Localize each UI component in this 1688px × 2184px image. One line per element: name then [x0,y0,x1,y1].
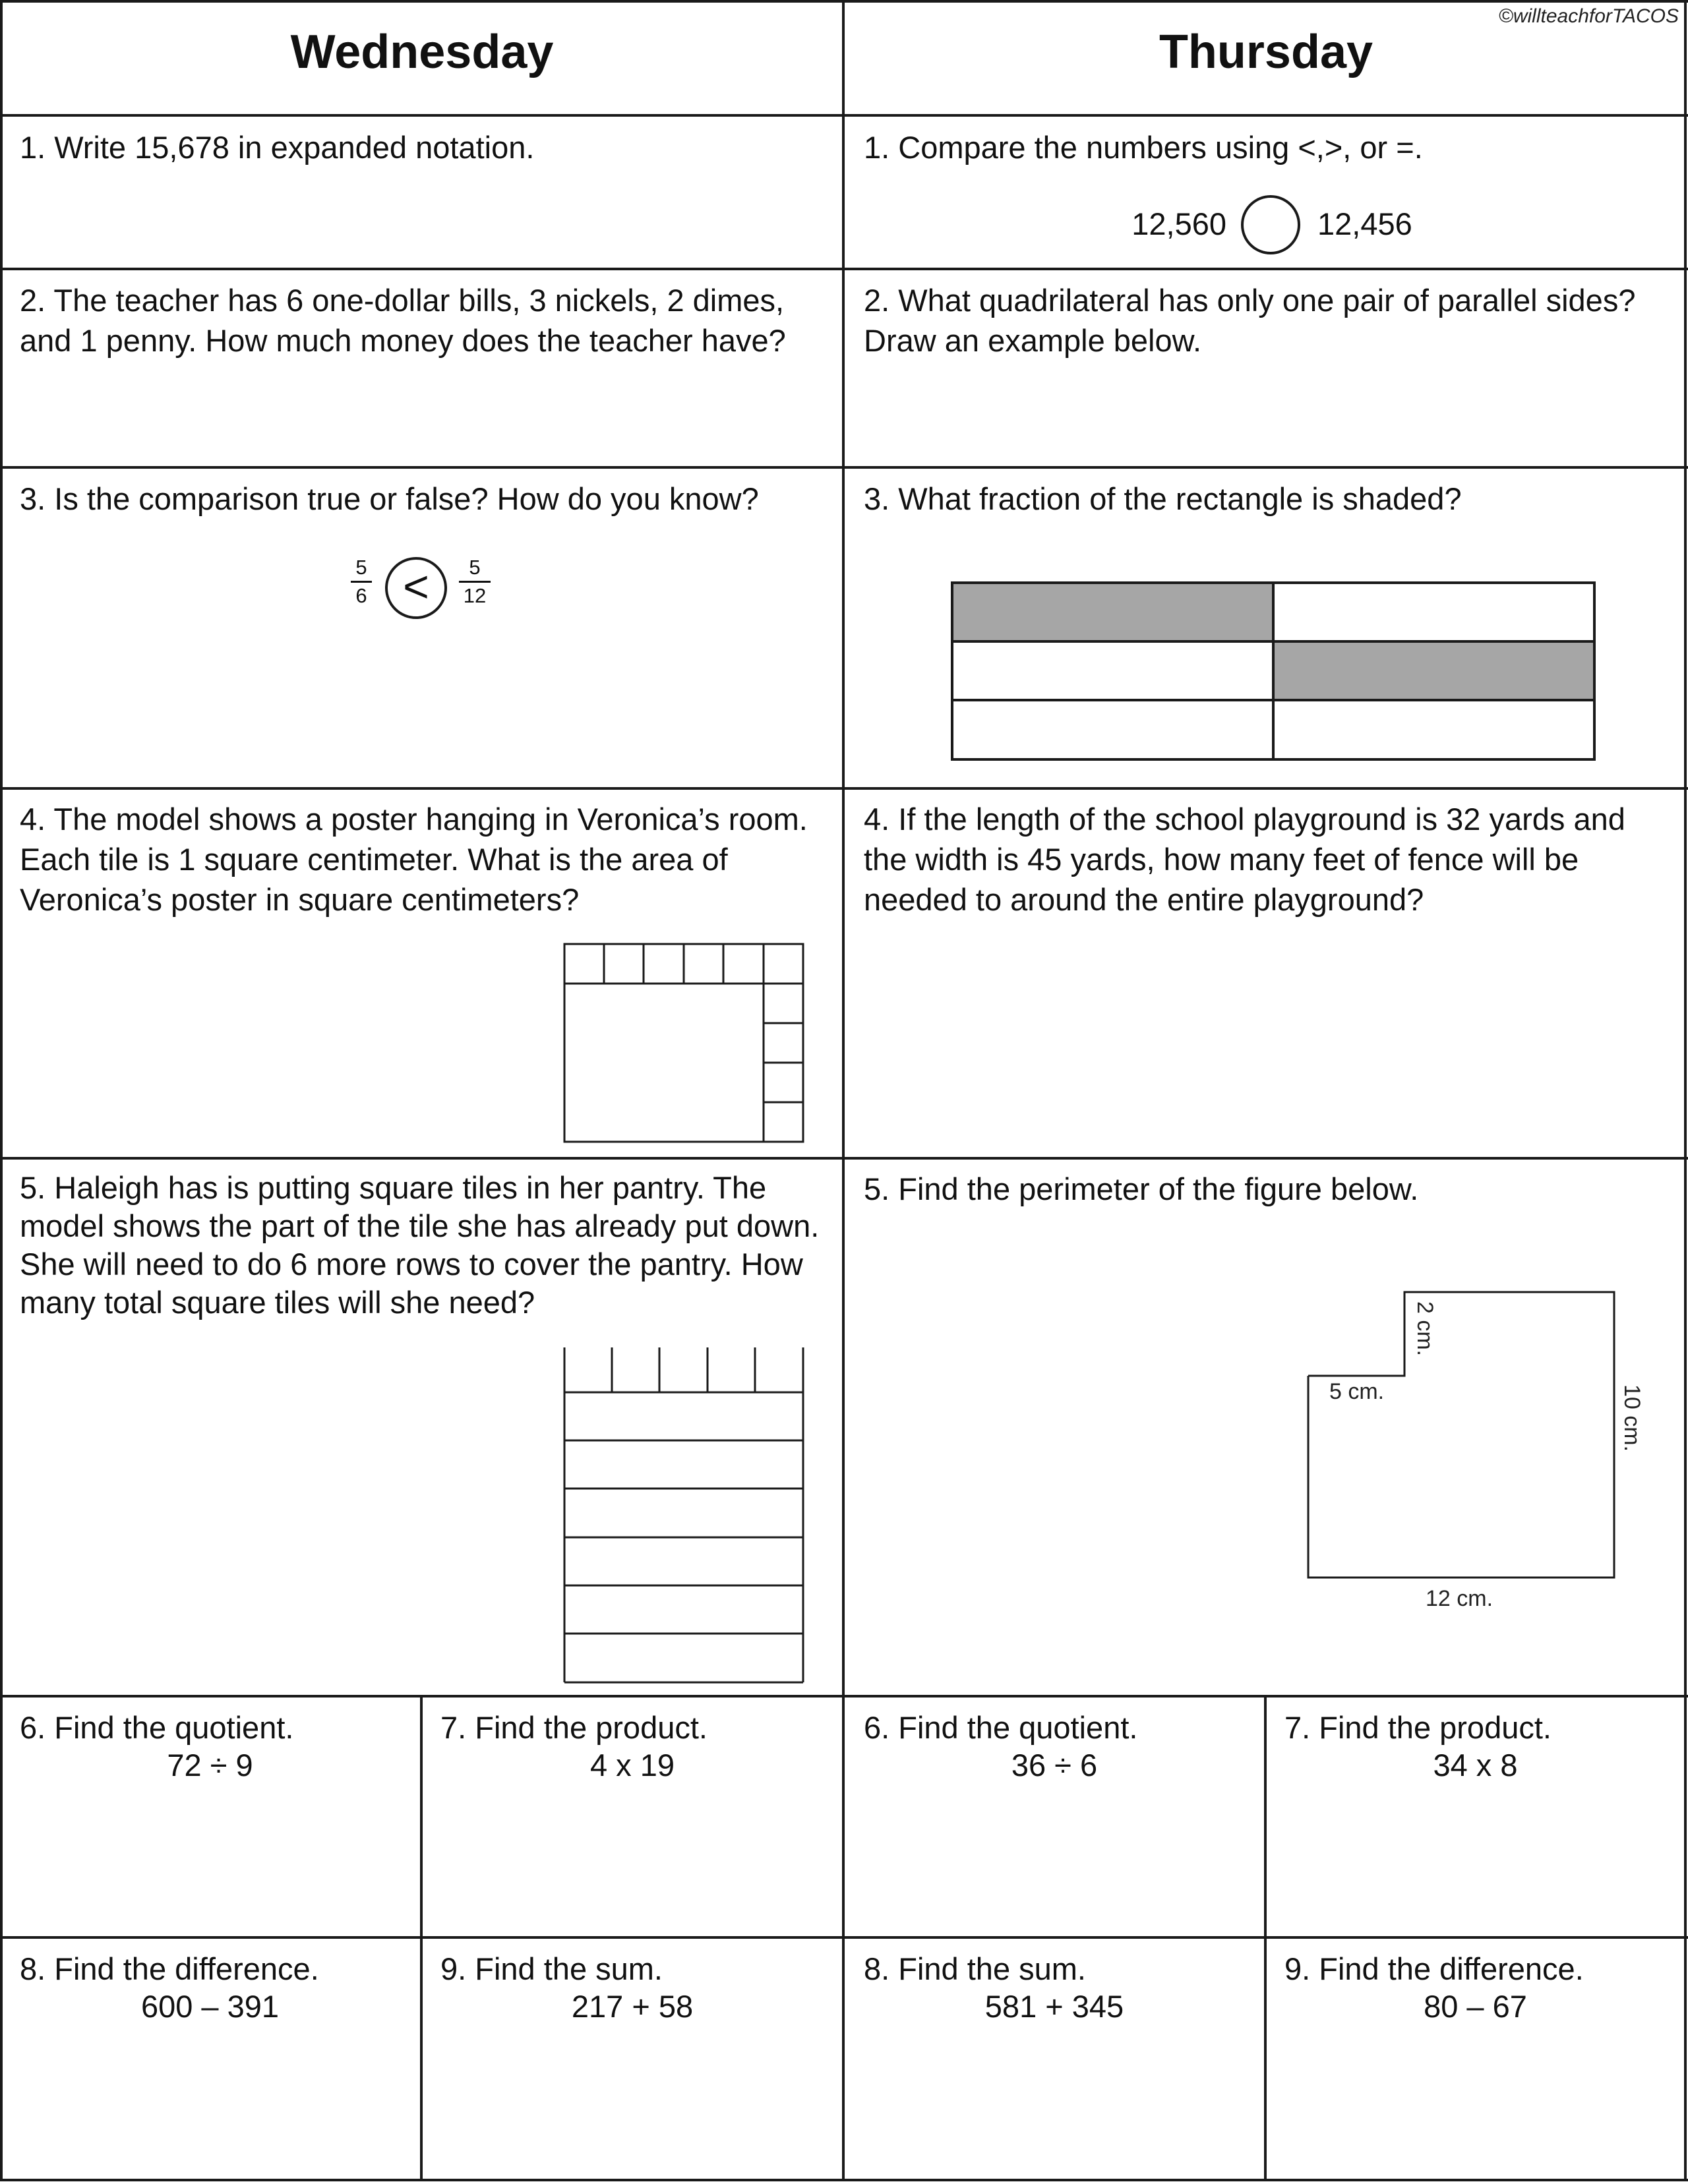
wed-question-3: 3. Is the comparison true or false? How do you know? [20,481,759,516]
thu-question-4: 4. If the length of the school playground is 32 yards and the width is 45 yards, how many feet of fence will be needed to around the entire playground? [864,802,1625,917]
copyright-mark: ©willteachforTACOS [1498,5,1679,27]
numerator: 5 [469,556,481,579]
wed-q8-expression: 600 – 391 [140,1989,280,2024]
thu-question-6: 6. Find the quotient. [864,1710,1138,1745]
wed-question-8: 8. Find the difference. [20,1951,319,1986]
thu-q6-expression: 36 ÷ 6 [1011,1748,1098,1783]
wednesday-header: Wednesday [290,26,554,78]
wed-question-2: 2. The teacher has 6 one-dollar bills, 3 nickels, 2 dimes, and 1 penny. How much money does the teacher have? [20,283,786,358]
wed-question-1: 1. Write 15,678 in expanded notation. [20,130,535,165]
l-shape-figure [1292,1285,1648,1615]
thu-q1-right-number: 12,456 [1317,206,1412,241]
fraction-bar [459,581,491,583]
thursday-header: Thursday [1159,26,1373,78]
shaded-part [952,583,1273,641]
thu-question-3: 3. What fraction of the rectangle is shaded? [864,481,1462,516]
label-right: 10 cm. [1619,1384,1644,1452]
poster-tile-model [562,941,806,1146]
wed-q6-expression: 72 ÷ 9 [167,1748,253,1783]
fraction-bar [351,581,372,583]
thu-question-5: 5. Find the perimeter of the figure below. [864,1171,1419,1206]
wed-question-7: 7. Find the product. [440,1710,708,1745]
thu-q9-expression: 80 – 67 [1424,1989,1527,2024]
label-top: 2 cm. [1412,1301,1437,1357]
label-bottom: 12 cm. [1426,1586,1493,1611]
pantry-tile-model [562,1345,806,1688]
wed-q7-expression: 4 x 19 [589,1748,675,1783]
fraction-five-twelfths [456,556,493,608]
wed-question-9: 9. Find the sum. [440,1951,663,1986]
wed-question-6: 6. Find the quotient. [20,1710,294,1745]
thu-question-8: 8. Find the sum. [864,1951,1086,1986]
wed-q9-expression: 217 + 58 [571,1989,694,2024]
shaded-part [1273,641,1594,700]
comparison-symbol-circle: < [385,557,447,619]
grid-line [0,0,3,2181]
label-left-top: 5 cm. [1329,1379,1385,1404]
thu-q8-expression: 581 + 345 [984,1989,1124,2024]
thu-question-9: 9. Find the difference. [1284,1951,1584,1986]
denominator: 6 [355,584,367,607]
wed-question-4: 4. The model shows a poster hanging in Veronica’s room. Each tile is 1 square centimeter. What is the area of Veronica’s poster in square centimeters? [20,802,808,917]
shaded-rectangle-model [950,580,1602,765]
grid-line [1684,0,1687,2181]
compare-circle[interactable] [1241,195,1300,254]
numerator: 5 [355,556,367,579]
thu-q1-left-number: 12,560 [1131,206,1226,241]
grid-line [842,0,845,2181]
thu-question-1: 1. Compare the numbers using <,>, or =. [864,130,1423,165]
thu-q7-expression: 34 x 8 [1433,1748,1518,1783]
thu-question-2: 2. What quadrilateral has only one pair of parallel sides? Draw an example below. [864,283,1636,358]
thu-question-7: 7. Find the product. [1284,1710,1552,1745]
fraction-five-sixths [348,556,375,608]
wed-question-5: 5. Haleigh has is putting square tiles in her pantry. The model shows the part of the tile she has already put down. She will need to do 6 more rows to cover the pantry. How many total square tiles will she need? [20,1170,820,1320]
denominator: 12 [463,584,487,607]
